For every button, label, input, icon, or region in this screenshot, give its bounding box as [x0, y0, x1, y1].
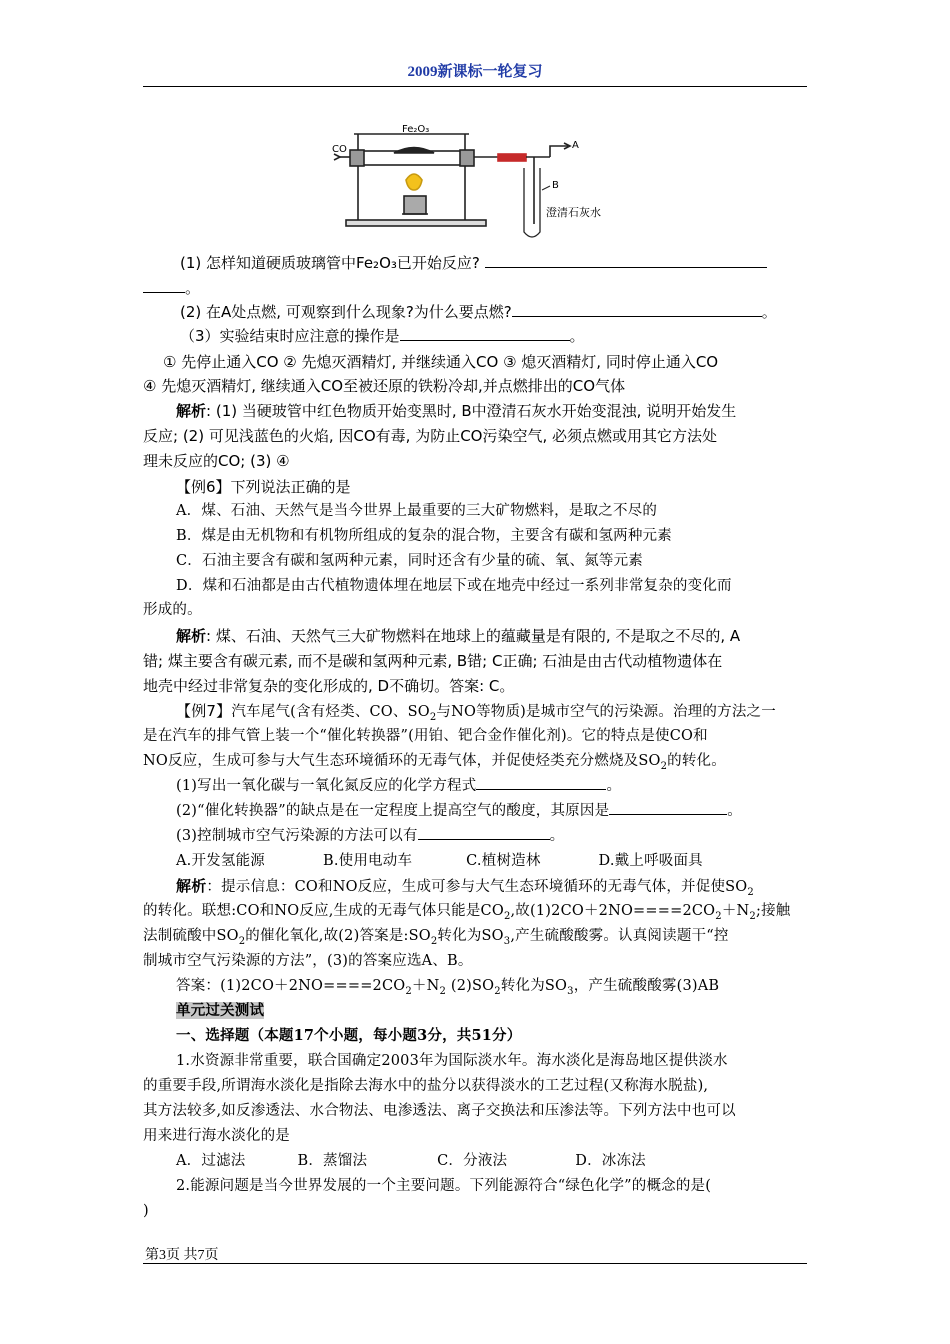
analysis-line-3: 理未反应的CO; (3) ④	[143, 452, 290, 470]
example-7-line-2: 是在汽车的排气管上装一个“催化转换器”(用铂、钯合金作催化剂)。它的特点是使CO和	[143, 728, 708, 744]
example-7-q3: (3)控制城市空气污染源的方法可以有 。	[176, 824, 840, 848]
example-7-analysis-1: 解析：提示信息：CO和NO反应，生成可参与大气生态环境循环的无毒气体，并促使$SO_2$	[176, 877, 754, 898]
example-6-option-a: A．煤、石油、天然气是当今世界上最重要的三大矿物燃料，是取之不尽的	[176, 503, 658, 519]
question-1-options: A．过滤法 B．蒸馏法 C．分液法 D．冰冻法	[176, 1153, 646, 1169]
apparatus-diagram	[310, 124, 630, 250]
options-line-1: ① 先停止通入CO ② 先熄灭酒精灯, 并继续通入CO ③ 熄灭酒精灯, 同时停止通入CO	[163, 353, 719, 371]
question-2-line-1: 2.能源问题是当今世界发展的一个主要问题。下列能源符合“绿色化学”的概念的是(	[176, 1178, 712, 1194]
example-7-answer: 答案：$(1)2CO+2NO====2CO_2+N_2$ $(2)SO_2$转化为$SO_3$，产生硫酸酸雾(3)AB	[176, 978, 720, 997]
analysis-line-2: 反应; (2) 可见浅蓝色的火焰, 因CO有毒, 为防止CO污染空气, 必须点燃或用其它方法处	[143, 427, 718, 445]
example-6-analysis-1: 解析: 煤、石油、天然气三大矿物燃料在地球上的蕴藏量是有限的, 不是取之不尽的, A	[176, 627, 741, 645]
label-a: A	[572, 140, 579, 151]
example-7-line-3: NO反应，生成可参与大气生态环境循环的无毒气体，并促使烃类充分燃烧及$SO_2$的转化。	[143, 753, 726, 772]
question-1-line-3: 其方法较多,如反渗透法、水合物法、电渗透法、离子交换法和压渗法等。下列方法中也可以	[143, 1103, 736, 1119]
question-1-line-2: 的重要手段,所谓海水淡化是指除去海水中的盐分以获得淡水的工艺过程(又称海水脱盐),	[143, 1078, 709, 1094]
analysis-line-1: 解析: (1) 当硬玻管中红色物质开始变黑时, B中澄清石灰水开始变混浊, 说明开始发生	[176, 402, 737, 420]
example-6-option-c: C．石油主要含有碳和氢两种元素，同时还含有少量的硫、氧、氮等元素	[176, 553, 643, 569]
example-7-q2: (2)“催化转换器”的缺点是在一定程度上提高空气的酸度，其原因是 。	[176, 799, 840, 823]
example-7-q1: (1)写出一氧化碳与一氧化氮反应的化学方程式 。	[176, 774, 840, 798]
example-6-option-b: B．煤是由无机物和有机物所组成的复杂的混合物，主要含有碳和氢两种元素	[176, 528, 672, 544]
question-1-cont: 。	[143, 276, 807, 300]
example-7-analysis-3: 法制硫酸中$SO_2$的催化氧化,故(2)答案是$:SO_2$转化为$SO_3$,产生硫酸酸雾。认真阅读题干“控	[143, 928, 729, 947]
question-2: (2) 在A处点燃, 可观察到什么现象?为什么要点燃? 。	[180, 303, 777, 321]
unit-test-title: 单元过关测试	[176, 1002, 265, 1019]
example-7-line-1: 【例7】汽车尾气(含有烃类、CO、$SO_2$与NO等物质)是城市空气的污染源。治理的方法之一	[176, 702, 776, 723]
fe2o3-label: Fe₂O₃	[402, 124, 430, 135]
question-1-line-4: 用来进行海水淡化的是	[143, 1128, 290, 1144]
page-number: 第3页 共7页	[145, 1248, 219, 1263]
question-2-line-2: )	[143, 1203, 149, 1219]
example-7-analysis-4: 制城市空气污染源的方法”，(3)的答案应选A、B。	[143, 953, 473, 969]
example-7-analysis-2: 的转化。联想:CO和NO反应,生成的无毒气体只能是$CO_2$,故$(1)2CO+2NO====2CO_2+N_2$;接触	[143, 903, 791, 922]
label-b: B	[552, 180, 559, 191]
example-6-option-d: D．煤和石油都是由古代植物遗体埋在地层下或在地壳中经过一系列非常复杂的变化而	[176, 578, 732, 594]
options-line-2: ④ 先熄灭酒精灯, 继续通入CO至被还原的铁粉冷却,并点燃排出的CO气体	[143, 377, 626, 395]
question-1-line-1: 1.水资源非常重要，联合国确定2003年为国际淡水年。海水淡化是海岛地区提供淡水	[176, 1053, 728, 1069]
co-label: CO	[332, 144, 347, 155]
example-6-title: 【例6】下列说法正确的是	[176, 478, 351, 496]
section-title: 一、选择题（本题17个小题，每小题3分，共51分）	[176, 1027, 522, 1044]
example-7-options: A.开发氢能源 B.使用电动车 C.植树造林 D.戴上呼吸面具	[176, 853, 703, 869]
example-6-option-d-cont: 形成的。	[143, 602, 202, 618]
question-1: (1) 怎样知道硬质玻璃管中Fe₂O₃已开始反应?	[180, 251, 844, 275]
footer-rule	[143, 1263, 807, 1264]
page-header-title: 2009新课标一轮复习	[407, 64, 543, 80]
question-3: （3）实验结束时应注意的操作是 。	[180, 327, 585, 345]
example-6-analysis-2: 错; 煤主要含有碳元素, 而不是碳和氢两种元素, B错; C正确; 石油是由古代动植物遗体在	[143, 652, 723, 670]
header-rule	[143, 86, 807, 87]
example-6-analysis-3: 地壳中经过非常复杂的变化形成的, D不确切。答案: C。	[143, 677, 515, 695]
limewater-label: 澄清石灰水	[546, 206, 601, 219]
